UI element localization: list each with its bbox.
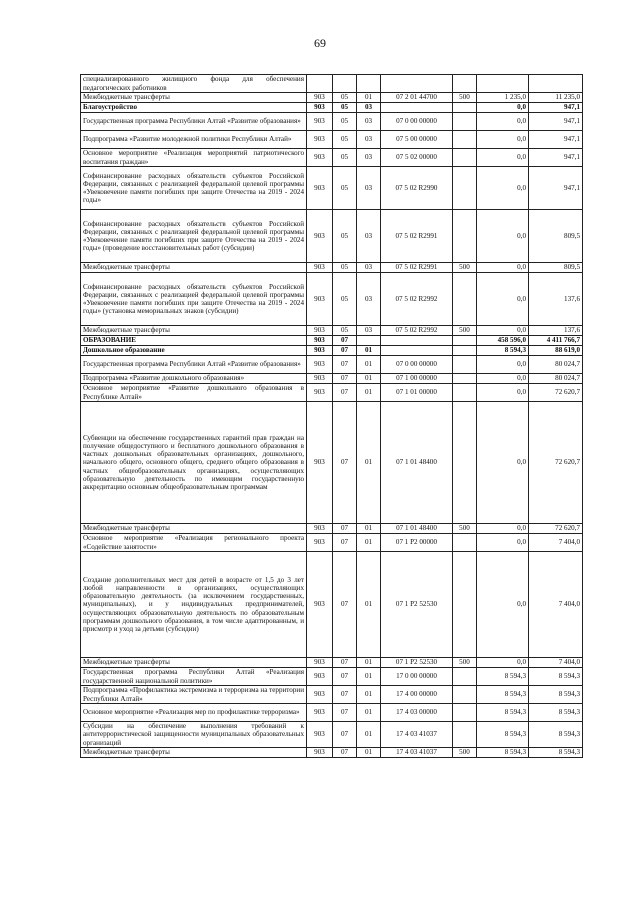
row-section-cell: 07 — [333, 336, 357, 346]
row-expense-type-cell: 500 — [453, 524, 477, 534]
table-row — [81, 93, 583, 103]
row-section-cell: 07 — [333, 704, 357, 722]
row-amount-1-cell: 0,0 — [477, 113, 529, 131]
row-name-cell: Софинансирование расходных обязательств субъектов Российской Федерации, связанных с реализацией федеральной целевой программы «Увековечение памяти погибших при защите Отечества на 2019 - 2024 годы» (установка мемориальных знаков (субсидии) — [81, 273, 307, 326]
table-row — [81, 384, 583, 402]
row-section-cell: 05 — [333, 103, 357, 113]
row-target-article-cell: 07 1 00 00000 — [381, 374, 453, 384]
row-name-cell: Основное мероприятие «Реализация мер по профилактике терроризма» — [81, 704, 307, 722]
row-name-cell: Межбюджетные трансферты — [81, 263, 307, 273]
row-amount-1-cell: 0,0 — [477, 402, 529, 524]
row-subsection-cell: 03 — [357, 167, 381, 210]
row-subsection-cell: 01 — [357, 374, 381, 384]
row-amount-1-cell: 0,0 — [477, 131, 529, 149]
row-amount-2-cell: 80 024,7 — [529, 356, 583, 374]
row-target-article-cell: 07 1 01 48400 — [381, 402, 453, 524]
row-amount-1-cell: 8 594,3 — [477, 704, 529, 722]
row-target-article-cell: 07 1 P2 52530 — [381, 658, 453, 668]
row-expense-type-cell: 500 — [453, 263, 477, 273]
row-subsection-cell: 01 — [357, 524, 381, 534]
table-row — [81, 75, 583, 93]
row-amount-1-cell: 458 596,0 — [477, 336, 529, 346]
row-amount-1-cell: 0,0 — [477, 552, 529, 658]
row-grbs-cell: 903 — [307, 384, 333, 402]
row-grbs-cell: 903 — [307, 131, 333, 149]
row-amount-1-cell: 0,0 — [477, 326, 529, 336]
row-name-cell: Подпрограмма «Развитие дошкольного образования» — [81, 374, 307, 384]
row-subsection-cell — [357, 75, 381, 93]
row-expense-type-cell — [453, 103, 477, 113]
row-expense-type-cell — [453, 704, 477, 722]
row-subsection-cell: 03 — [357, 149, 381, 167]
row-subsection-cell: 01 — [357, 534, 381, 552]
table-row — [81, 336, 583, 346]
row-name-cell: Создание дополнительных мест для детей в возрасте от 1,5 до 3 лет любой направленности в организациях, осуществляющих образовательную деятельность (за исключением государственных, муниципальных), и у индивидуальных предпринимателей, осуществляющих образовательную деятельность по образовательным программам дошкольного образования, в том числе адаптированным, и присмотр и уход за детьми (субсидии) — [81, 552, 307, 658]
row-expense-type-cell — [453, 402, 477, 524]
row-name-cell: ОБРАЗОВАНИЕ — [81, 336, 307, 346]
row-amount-2-cell: 947,1 — [529, 167, 583, 210]
table-row — [81, 149, 583, 167]
row-name-cell: Подпрограмма «Развитие молодежной политики Республики Алтай» — [81, 131, 307, 149]
row-amount-2-cell: 809,5 — [529, 263, 583, 273]
row-amount-2-cell: 7 404,0 — [529, 552, 583, 658]
row-section-cell — [333, 75, 357, 93]
row-subsection-cell: 01 — [357, 402, 381, 524]
row-amount-2-cell: 72 620,7 — [529, 402, 583, 524]
row-expense-type-cell: 500 — [453, 748, 477, 758]
table-row — [81, 686, 583, 704]
row-grbs-cell: 903 — [307, 722, 333, 748]
row-expense-type-cell — [453, 346, 477, 356]
row-amount-1-cell: 1 235,0 — [477, 93, 529, 103]
row-name-cell: Основное мероприятие «Реализация мероприятий патриотического воспитания граждан» — [81, 149, 307, 167]
row-target-article-cell: 07 1 P2 00000 — [381, 534, 453, 552]
row-amount-2-cell: 80 024,7 — [529, 374, 583, 384]
row-grbs-cell: 903 — [307, 346, 333, 356]
table-row — [81, 356, 583, 374]
row-grbs-cell: 903 — [307, 263, 333, 273]
row-name-cell: Субвенции на обеспечение государственных гарантий прав граждан на получение общедоступного и бесплатного дошкольного образования в частных дошкольных образовательных организациях, дошкольного, начального общего, основного общего, среднего общего образования в частных общеобразовательных организациях, осуществляющих образовательную деятельность по имеющим государственную аккредитацию основным общеобразовательным программам — [81, 402, 307, 524]
row-amount-1-cell: 0,0 — [477, 524, 529, 534]
row-section-cell: 07 — [333, 346, 357, 356]
row-target-article-cell: 07 5 02 R2992 — [381, 273, 453, 326]
row-subsection-cell: 03 — [357, 131, 381, 149]
row-amount-1-cell: 0,0 — [477, 210, 529, 263]
row-section-cell: 07 — [333, 686, 357, 704]
budget-table-body — [81, 75, 583, 758]
row-target-article-cell: 07 1 01 00000 — [381, 384, 453, 402]
row-expense-type-cell — [453, 149, 477, 167]
row-section-cell: 07 — [333, 402, 357, 524]
row-name-cell: Межбюджетные трансферты — [81, 748, 307, 758]
row-grbs-cell: 903 — [307, 534, 333, 552]
row-amount-2-cell: 947,1 — [529, 103, 583, 113]
budget-table — [80, 74, 583, 758]
row-name-cell: Межбюджетные трансферты — [81, 524, 307, 534]
row-name-cell: Межбюджетные трансферты — [81, 326, 307, 336]
table-row — [81, 534, 583, 552]
row-target-article-cell: 07 0 00 00000 — [381, 113, 453, 131]
table-row — [81, 167, 583, 210]
table-row — [81, 346, 583, 356]
row-target-article-cell: 07 5 02 R2991 — [381, 263, 453, 273]
row-subsection-cell: 01 — [357, 722, 381, 748]
row-name-cell: Государственная программа Республики Алтай «Развитие образования» — [81, 356, 307, 374]
row-target-article-cell: 17 0 00 00000 — [381, 668, 453, 686]
row-grbs-cell: 903 — [307, 658, 333, 668]
row-expense-type-cell — [453, 686, 477, 704]
row-target-article-cell: 07 2 01 44700 — [381, 93, 453, 103]
row-amount-2-cell: 947,1 — [529, 131, 583, 149]
row-section-cell: 05 — [333, 149, 357, 167]
table-row — [81, 704, 583, 722]
row-expense-type-cell — [453, 374, 477, 384]
row-name-cell: Основное мероприятие «Развитие дошкольного образования в Республике Алтай» — [81, 384, 307, 402]
row-section-cell: 05 — [333, 210, 357, 263]
table-row — [81, 263, 583, 273]
table-row — [81, 658, 583, 668]
row-amount-1-cell: 8 594,3 — [477, 748, 529, 758]
row-amount-1-cell: 0,0 — [477, 384, 529, 402]
row-amount-2-cell: 8 594,3 — [529, 704, 583, 722]
row-expense-type-cell — [453, 210, 477, 263]
row-name-cell: Основное мероприятие «Реализация регионального проекта «Содействие занятости» — [81, 534, 307, 552]
row-section-cell: 07 — [333, 658, 357, 668]
row-target-article-cell: 07 5 02 R2992 — [381, 326, 453, 336]
row-expense-type-cell — [453, 336, 477, 346]
row-grbs-cell: 903 — [307, 326, 333, 336]
table-row — [81, 402, 583, 524]
page-number: 69 — [314, 36, 326, 50]
row-subsection-cell: 01 — [357, 704, 381, 722]
row-target-article-cell: 07 5 02 R2991 — [381, 210, 453, 263]
row-subsection-cell: 03 — [357, 210, 381, 263]
row-grbs-cell — [307, 75, 333, 93]
row-expense-type-cell — [453, 534, 477, 552]
row-grbs-cell: 903 — [307, 374, 333, 384]
row-section-cell: 05 — [333, 263, 357, 273]
table-row — [81, 210, 583, 263]
row-subsection-cell — [357, 336, 381, 346]
row-name-cell: Дошкольное образование — [81, 346, 307, 356]
table-row — [81, 326, 583, 336]
row-expense-type-cell — [453, 167, 477, 210]
row-amount-1-cell: 8 594,3 — [477, 668, 529, 686]
row-amount-2-cell: 137,6 — [529, 326, 583, 336]
row-grbs-cell: 903 — [307, 402, 333, 524]
row-name-cell: Софинансирование расходных обязательств субъектов Российской Федерации, связанных с реализацией федеральной целевой программы «Увековечение памяти погибших при защите Отечества на 2019 - 2024 годы» (проведение восстановительных работ (субсидии) — [81, 210, 307, 263]
row-subsection-cell: 03 — [357, 103, 381, 113]
row-section-cell: 05 — [333, 326, 357, 336]
row-amount-2-cell: 947,1 — [529, 149, 583, 167]
row-amount-1-cell: 0,0 — [477, 103, 529, 113]
row-target-article-cell: 17 4 00 00000 — [381, 686, 453, 704]
row-amount-1-cell: 0,0 — [477, 374, 529, 384]
row-target-article-cell: 17 4 03 00000 — [381, 704, 453, 722]
row-section-cell: 07 — [333, 524, 357, 534]
row-amount-2-cell: 4 411 766,7 — [529, 336, 583, 346]
row-grbs-cell: 903 — [307, 113, 333, 131]
table-row — [81, 552, 583, 658]
row-grbs-cell: 903 — [307, 552, 333, 658]
row-target-article-cell — [381, 336, 453, 346]
row-amount-2-cell: 8 594,3 — [529, 748, 583, 758]
row-subsection-cell: 01 — [357, 93, 381, 103]
row-amount-1-cell: 8 594,3 — [477, 722, 529, 748]
row-section-cell: 07 — [333, 722, 357, 748]
row-subsection-cell: 01 — [357, 658, 381, 668]
row-amount-2-cell: 8 594,3 — [529, 722, 583, 748]
row-grbs-cell: 903 — [307, 356, 333, 374]
row-amount-2-cell: 947,1 — [529, 113, 583, 131]
row-section-cell: 05 — [333, 113, 357, 131]
row-expense-type-cell — [453, 384, 477, 402]
row-subsection-cell: 03 — [357, 326, 381, 336]
row-section-cell: 05 — [333, 167, 357, 210]
row-subsection-cell: 01 — [357, 668, 381, 686]
row-amount-2-cell: 72 620,7 — [529, 384, 583, 402]
row-subsection-cell: 01 — [357, 552, 381, 658]
row-amount-1-cell: 0,0 — [477, 263, 529, 273]
row-grbs-cell: 903 — [307, 686, 333, 704]
table-row — [81, 374, 583, 384]
row-amount-2-cell — [529, 75, 583, 93]
row-subsection-cell: 01 — [357, 346, 381, 356]
row-target-article-cell: 07 5 00 00000 — [381, 131, 453, 149]
row-subsection-cell: 03 — [357, 263, 381, 273]
row-grbs-cell: 903 — [307, 704, 333, 722]
row-expense-type-cell: 500 — [453, 93, 477, 103]
row-subsection-cell: 01 — [357, 686, 381, 704]
row-expense-type-cell: 500 — [453, 658, 477, 668]
row-amount-2-cell: 8 594,3 — [529, 668, 583, 686]
row-target-article-cell — [381, 346, 453, 356]
row-amount-1-cell: 8 594,3 — [477, 686, 529, 704]
row-grbs-cell: 903 — [307, 93, 333, 103]
row-expense-type-cell — [453, 273, 477, 326]
row-section-cell: 05 — [333, 131, 357, 149]
row-expense-type-cell — [453, 356, 477, 374]
row-amount-1-cell: 0,0 — [477, 356, 529, 374]
row-section-cell: 05 — [333, 273, 357, 326]
row-name-cell: Подпрограмма «Профилактика экстремизма и терроризма на территории Республики Алтай» — [81, 686, 307, 704]
row-target-article-cell — [381, 103, 453, 113]
table-row — [81, 524, 583, 534]
row-name-cell: Государственная программа Республики Алтай «Развитие образования» — [81, 113, 307, 131]
row-grbs-cell: 903 — [307, 103, 333, 113]
row-name-cell: Благоустройство — [81, 103, 307, 113]
row-name-cell: Субсидии на обеспечение выполнения требований к антитеррористической защищенности муниципальных образовательных организаций — [81, 722, 307, 748]
table-row — [81, 668, 583, 686]
table-row — [81, 722, 583, 748]
row-grbs-cell: 903 — [307, 149, 333, 167]
row-grbs-cell: 903 — [307, 668, 333, 686]
row-grbs-cell: 903 — [307, 524, 333, 534]
row-section-cell: 07 — [333, 356, 357, 374]
row-amount-1-cell — [477, 75, 529, 93]
row-expense-type-cell — [453, 668, 477, 686]
row-section-cell: 05 — [333, 93, 357, 103]
row-expense-type-cell — [453, 75, 477, 93]
row-name-cell: Межбюджетные трансферты — [81, 93, 307, 103]
row-grbs-cell: 903 — [307, 336, 333, 346]
row-amount-1-cell: 8 594,3 — [477, 346, 529, 356]
row-subsection-cell: 03 — [357, 273, 381, 326]
row-target-article-cell: 17 4 03 41037 — [381, 748, 453, 758]
row-amount-2-cell: 137,6 — [529, 273, 583, 326]
row-section-cell: 07 — [333, 668, 357, 686]
table-row — [81, 131, 583, 149]
row-target-article-cell: 07 0 00 00000 — [381, 356, 453, 374]
row-subsection-cell: 01 — [357, 356, 381, 374]
row-amount-1-cell: 0,0 — [477, 149, 529, 167]
row-name-cell: Межбюджетные трансферты — [81, 658, 307, 668]
row-grbs-cell: 903 — [307, 210, 333, 263]
row-target-article-cell: 17 4 03 41037 — [381, 722, 453, 748]
row-amount-2-cell: 88 619,0 — [529, 346, 583, 356]
table-row — [81, 748, 583, 758]
row-name-cell: Государственная программа Республики Алтай «Реализация государственной национальной политики» — [81, 668, 307, 686]
row-subsection-cell: 01 — [357, 748, 381, 758]
row-subsection-cell: 03 — [357, 113, 381, 131]
row-section-cell: 07 — [333, 748, 357, 758]
row-section-cell: 07 — [333, 384, 357, 402]
row-amount-2-cell: 11 235,0 — [529, 93, 583, 103]
row-amount-2-cell: 809,5 — [529, 210, 583, 263]
row-target-article-cell: 07 1 P2 52530 — [381, 552, 453, 658]
table-row — [81, 273, 583, 326]
row-section-cell: 07 — [333, 534, 357, 552]
row-amount-1-cell: 0,0 — [477, 273, 529, 326]
row-section-cell: 07 — [333, 552, 357, 658]
row-amount-1-cell: 0,0 — [477, 534, 529, 552]
row-expense-type-cell: 500 — [453, 326, 477, 336]
row-expense-type-cell — [453, 552, 477, 658]
row-amount-2-cell: 7 404,0 — [529, 534, 583, 552]
row-target-article-cell: 07 5 02 00000 — [381, 149, 453, 167]
row-amount-1-cell: 0,0 — [477, 658, 529, 668]
row-grbs-cell: 903 — [307, 273, 333, 326]
row-subsection-cell: 01 — [357, 384, 381, 402]
row-expense-type-cell — [453, 113, 477, 131]
row-amount-1-cell: 0,0 — [477, 167, 529, 210]
row-target-article-cell — [381, 75, 453, 93]
row-amount-2-cell: 8 594,3 — [529, 686, 583, 704]
row-target-article-cell: 07 5 02 R2990 — [381, 167, 453, 210]
row-amount-2-cell: 72 620,7 — [529, 524, 583, 534]
row-grbs-cell: 903 — [307, 748, 333, 758]
row-name-cell: Софинансирование расходных обязательств субъектов Российской Федерации, связанных с реализацией федеральной целевой программы «Увековечение памяти погибших при защите Отечества на 2019 - 2024 годы» — [81, 167, 307, 210]
row-grbs-cell: 903 — [307, 167, 333, 210]
row-expense-type-cell — [453, 722, 477, 748]
row-expense-type-cell — [453, 131, 477, 149]
row-name-cell: специализированного жилищного фонда для обеспечения педагогических работников — [81, 75, 307, 93]
table-row — [81, 103, 583, 113]
row-amount-2-cell: 7 404,0 — [529, 658, 583, 668]
row-target-article-cell: 07 1 01 48400 — [381, 524, 453, 534]
row-section-cell: 07 — [333, 374, 357, 384]
table-row — [81, 113, 583, 131]
